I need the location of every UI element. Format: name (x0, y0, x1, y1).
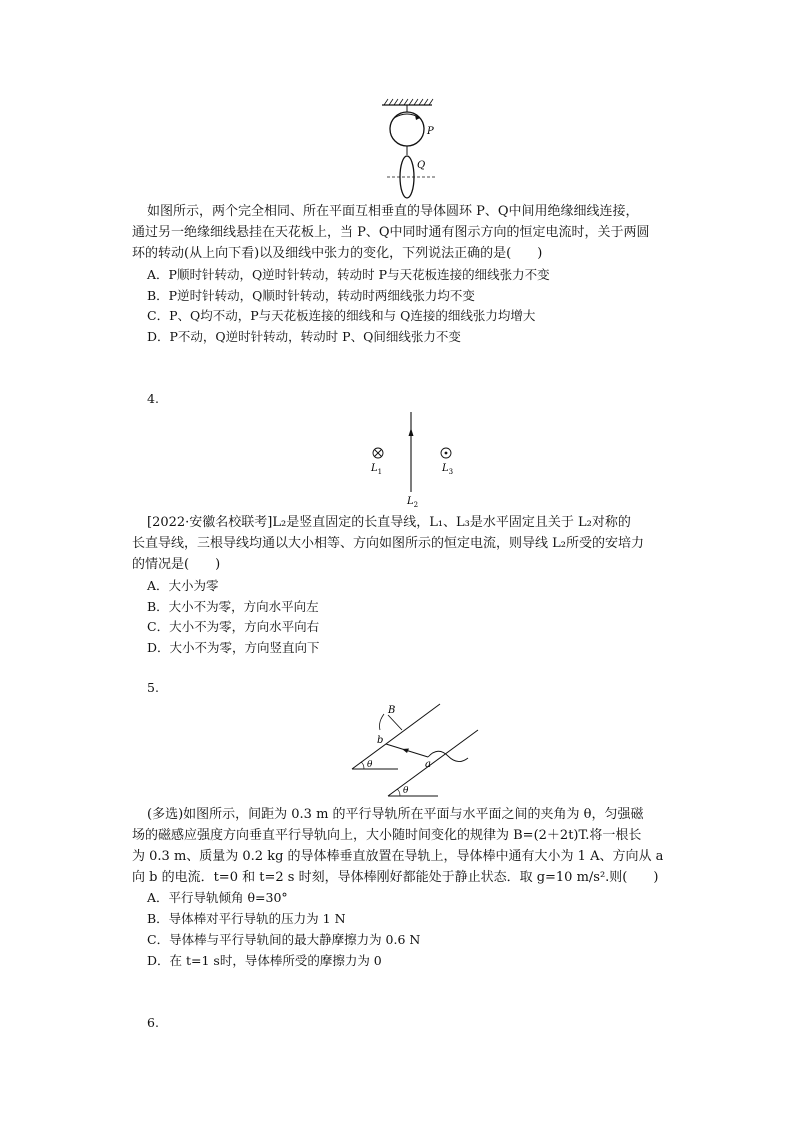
label-q: Q (417, 160, 426, 171)
label-theta-lower: θ (403, 786, 409, 796)
wire-l1-into-page (373, 448, 383, 458)
ceiling-hatch (384, 99, 433, 105)
label-l1: $L_1$ (371, 463, 383, 476)
q5-stem-line2: 场的磁感应强度方向垂直平行导轨向上，大小随时间变化的规律为 B=(2＋2t)T.将一根长 (132, 828, 642, 843)
b-field-line (388, 715, 402, 730)
q6-number: 6. (147, 1015, 159, 1030)
theta-arc-lower (397, 789, 400, 796)
q3-stem-line2: 通过另一绝缘细线悬挂在天花板上，当 P、Q中同时通有图示方向的恒定电流时，关于两圆 (132, 225, 650, 240)
label-b-field: B (388, 705, 396, 716)
q4-option-a: A．大小为零 (147, 578, 219, 593)
label-l2: $L_2$ (407, 496, 419, 509)
q3-stem-line1: 如图所示，两个完全相同、所在平面互相垂直的导体圆环 P、Q中间用绝缘细线连接， (147, 204, 639, 219)
b-field-arc (380, 714, 385, 730)
q3-option-c: C．P、Q均不动，P与天花板连接的细线和与 Q连接的细线张力均增大 (147, 308, 536, 323)
q5-stem-line4: 向 b 的电流．t=0 和 t=2 s 时刻，导体棒刚好都能处于静止状态．取 g=10 m/s².则( ) (132, 870, 659, 885)
q4-option-b: B．大小不为零，方向水平向左 (147, 599, 319, 614)
label-a: a (425, 759, 431, 770)
rod-wire-tail (428, 751, 468, 761)
wire-l2-current-arrow (409, 428, 414, 436)
label-p: P (427, 126, 434, 137)
q4-option-c: C．大小不为零，方向水平向右 (147, 619, 320, 634)
q3-option-b: B．P逆时针转动，Q顺时针转动，转动时两细线张力均不变 (147, 288, 475, 303)
q3-option-a: A．P顺时针转动，Q逆时针转动，转动时 P与天花板连接的细线张力不变 (147, 267, 550, 282)
label-theta-upper: θ (367, 760, 373, 770)
q5-stem-line3: 为 0.3 m、质量为 0.2 kg 的导体棒垂直放置在导轨上，导体棒中通有大小为 1 A、方向从 a (132, 849, 664, 864)
wire-l3-out-of-page (441, 448, 451, 458)
q5-stem-line1: (多选)如图所示，间距为 0.3 m 的平行导轨所在平面与水平面之间的夹角为 θ，匀强磁 (147, 807, 644, 822)
q3-figure (370, 96, 460, 202)
label-l3: $L_3$ (442, 463, 454, 476)
q5-figure (350, 700, 480, 800)
q4-stem-line3: 的情况是( ) (132, 557, 221, 572)
q4-number: 4. (147, 391, 159, 406)
theta-arc-upper (361, 762, 364, 769)
q3-option-d: D．P不动，Q逆时针转动，转动时 P、Q间细线张力不变 (147, 329, 461, 344)
q5-option-d: D．在 t=1 s时，导体棒所受的摩擦力为 0 (147, 953, 382, 968)
q4-stem-line2: 长直导线，三根导线均通以大小相等、方向如图所示的恒定电流，则导线 L₂所受的安培力 (132, 536, 644, 551)
q3-stem-line3: 环的转动(从上向下看)以及细线中张力的变化，下列说法正确的是( ) (132, 246, 543, 261)
q4-option-d: D．大小不为零，方向竖直向下 (147, 640, 320, 655)
q5-option-b: B．导体棒对平行导轨的压力为 1 N (147, 911, 346, 926)
rail-lower (388, 730, 478, 796)
q5-option-a: A．平行导轨倾角 θ=30° (147, 890, 288, 905)
rod-current-arrow (402, 749, 409, 754)
q5-number: 5. (147, 680, 159, 695)
q4-figure (360, 410, 470, 510)
q5-option-c: C．导体棒与平行导轨间的最大静摩擦力为 0.6 N (147, 932, 421, 947)
label-b: b (377, 735, 384, 746)
q4-stem-line1: [2022·安徽名校联考]L₂是竖直固定的长直导线，L₁、L₃是水平固定且关于 L₂对称的 (147, 515, 631, 530)
